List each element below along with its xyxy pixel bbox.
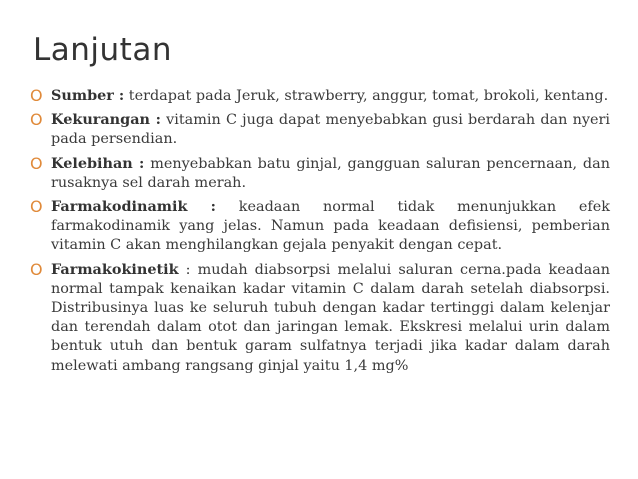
bullet-item (30, 110, 610, 149)
bullet-text: menyebabkan batu ginjal, gangguan saluran pencernaan, dan rusaknya sel darah merah. (51, 155, 610, 191)
bullet-marker-icon: O (30, 153, 43, 173)
bullet-item (30, 86, 610, 106)
bullet-marker-icon: O (30, 86, 43, 105)
bullet-term: Farmakodinamik : (51, 198, 216, 216)
bullet-term: Kelebihan : (51, 154, 145, 172)
bullet-item (30, 197, 610, 256)
bullet-item (30, 154, 610, 193)
bullet-marker-icon: O (30, 110, 43, 130)
bullet-text: terdapat pada Jeruk, strawberry, anggur, tomat, brokoli, kentang. (124, 88, 609, 104)
bullet-text: keadaan normal tidak menunjukkan efek farmakodinamik yang jelas. Namun pada keadaan defisiensi, pemberian vitamin C akan menghilangkan gejala penyakit dengan cepat. (51, 199, 610, 254)
bullet-marker-icon: O (30, 197, 43, 217)
bullet-list (30, 86, 610, 380)
bullet-item (30, 260, 610, 376)
bullet-term: Farmakokinetik (51, 260, 179, 278)
slide-title: Lanjutan (33, 32, 172, 68)
bullet-term: Kekurangan : (51, 111, 161, 129)
bullet-marker-icon: O (30, 259, 43, 279)
bullet-text: vitamin C juga dapat menyebabkan gusi berdarah dan nyeri pada persendian. (51, 112, 610, 148)
bullet-term: Sumber : (51, 87, 125, 104)
bullet-text: : mudah diabsorpsi melalui saluran cerna.pada keadaan normal tampak kenaikan kadar vitamin C dalam darah setelah diabsorpsi. Distribusinya luas ke seluruh tubuh dengan kadar tertinggi dalam kelenjar dan terendah dalam otot dan jaringan lemak. Ekskresi melalui urin dalam bentuk utuh dan bentuk garam sulfatnya terjadi jika kadar dalam darah melewati ambang rangsang ginjal yaitu 1,4 mg% (51, 261, 610, 374)
